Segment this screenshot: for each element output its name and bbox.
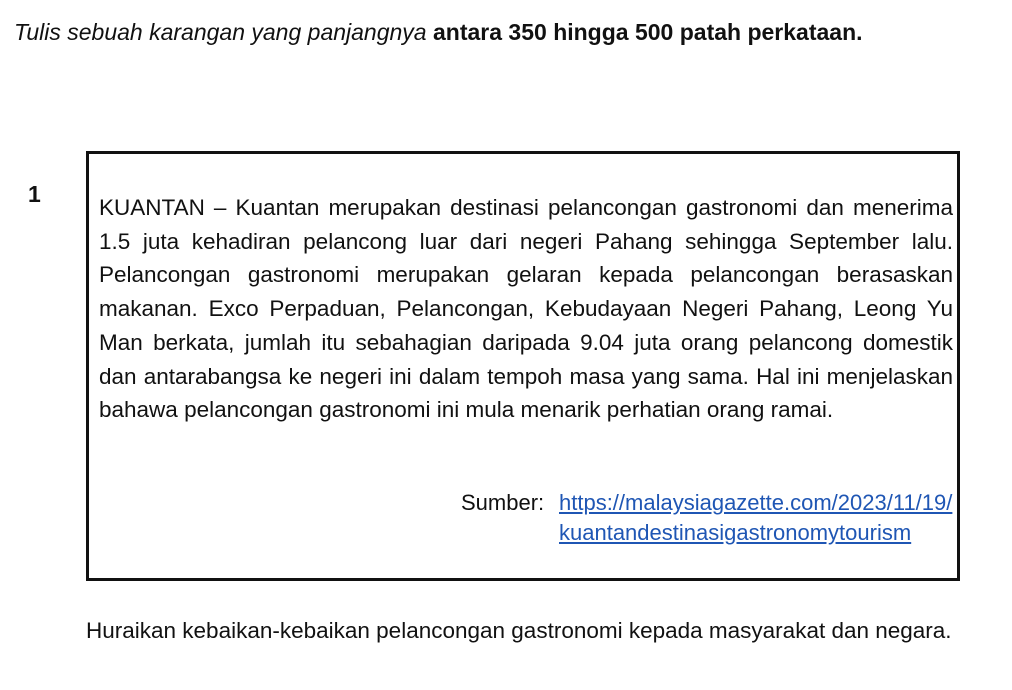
source-link[interactable]: https://malaysiagazette.com/2023/11/19/kuantandestinasigastronomytourism xyxy=(559,490,953,545)
question-number: 1 xyxy=(28,181,41,207)
instruction-text xyxy=(14,14,940,50)
passage-text: KUANTAN – Kuantan merupakan destinasi pelancongan gastronomi dan menerima 1.5 juta kehadiran pelancong luar dari negeri Pahang sehingga September lalu. Pelancongan gastronomi merupakan gelaran kepada pelancongan berasaskan makanan. Exco Perpaduan, Pelancongan, Kebudayaan Negeri Pahang, Leong Yu Man berkata, jumlah itu sebahagian daripada 9.04 juta orang pelancong domestik dan antarabangsa ke negeri ini dalam tempoh masa yang sama. Hal ini menjelaskan bahawa pelancongan gastronomi ini mula menarik perhatian orang ramai. xyxy=(99,195,953,423)
question-text: Huraikan kebaikan-kebaikan pelancongan gastronomi kepada masyarakat dan negara. xyxy=(86,618,952,643)
source-label: Sumber: xyxy=(461,490,545,515)
instruction-italic: Tulis sebuah karangan yang panjangnya xyxy=(14,19,427,45)
instruction-bold: antara 350 hingga 500 patah perkataan. xyxy=(433,19,863,45)
source-passage-box xyxy=(86,151,960,581)
